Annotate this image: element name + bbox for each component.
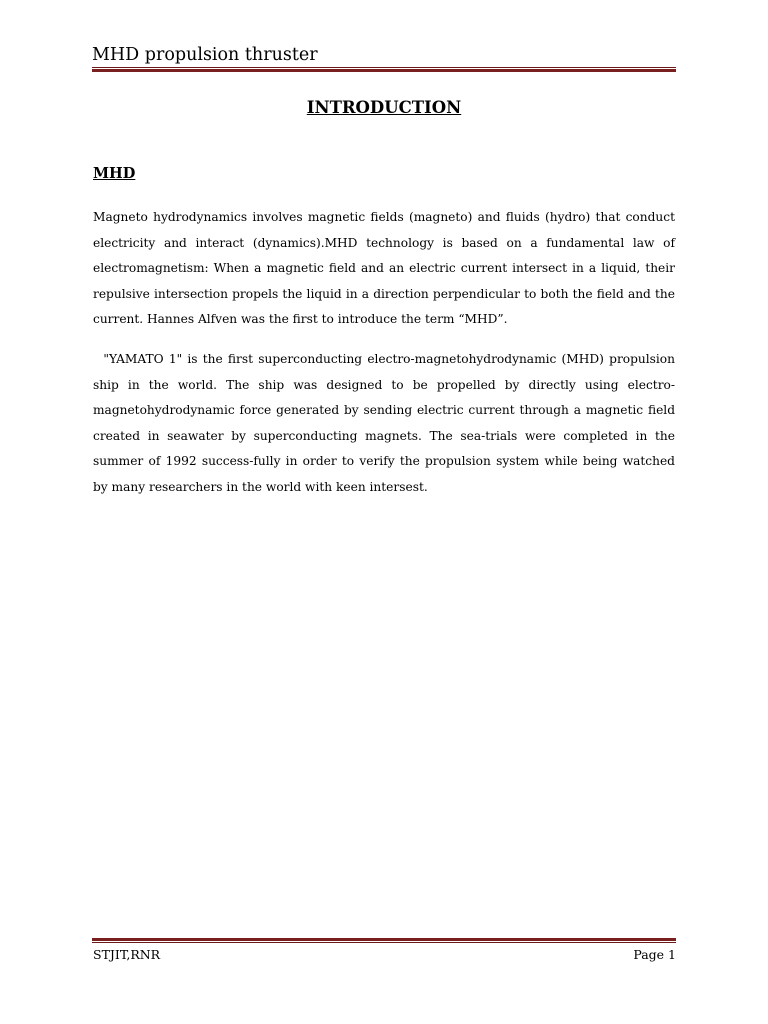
sub-heading: MHD	[93, 165, 136, 182]
footer-rule	[92, 938, 676, 943]
header-rule-thick-line	[92, 69, 676, 72]
footer-rule-thin-line	[92, 942, 676, 943]
running-header-title: MHD propulsion thruster	[92, 45, 318, 65]
header-rule	[92, 67, 676, 72]
footer-institution: STJIT,RNR	[93, 947, 161, 962]
page-number: Page 1	[633, 947, 676, 962]
body-paragraph: "YAMATO 1" is the first superconducting electro-magnetohydrodynamic (MHD) propulsion ship in the world. The ship was designed to be propelled by directly using electro-magnetohydrodynamic force generated by sending electric current through a magnetic field created in seawater by superconducting magnets. The sea-trials were completed in the summer of 1992 success-fully in order to verify the propulsion system while being watched by many researchers in the world with keen intersest.	[93, 352, 675, 494]
body-paragraph: Magneto hydrodynamics involves magnetic fields (magneto) and fluids (hydro) that conduct electricity and interact (dynamics).MHD technology is based on a fundamental law of electromagnetism: When a magnetic field and an electric current intersect in a liquid, their repulsive intersection propels the liquid in a direction perpendicular to both the field and the current. Hannes Alfven was the first to introduce the term “MHD”.	[93, 210, 675, 326]
section-heading	[0, 97, 768, 119]
section-heading-text: INTRODUCTION	[306, 98, 462, 117]
